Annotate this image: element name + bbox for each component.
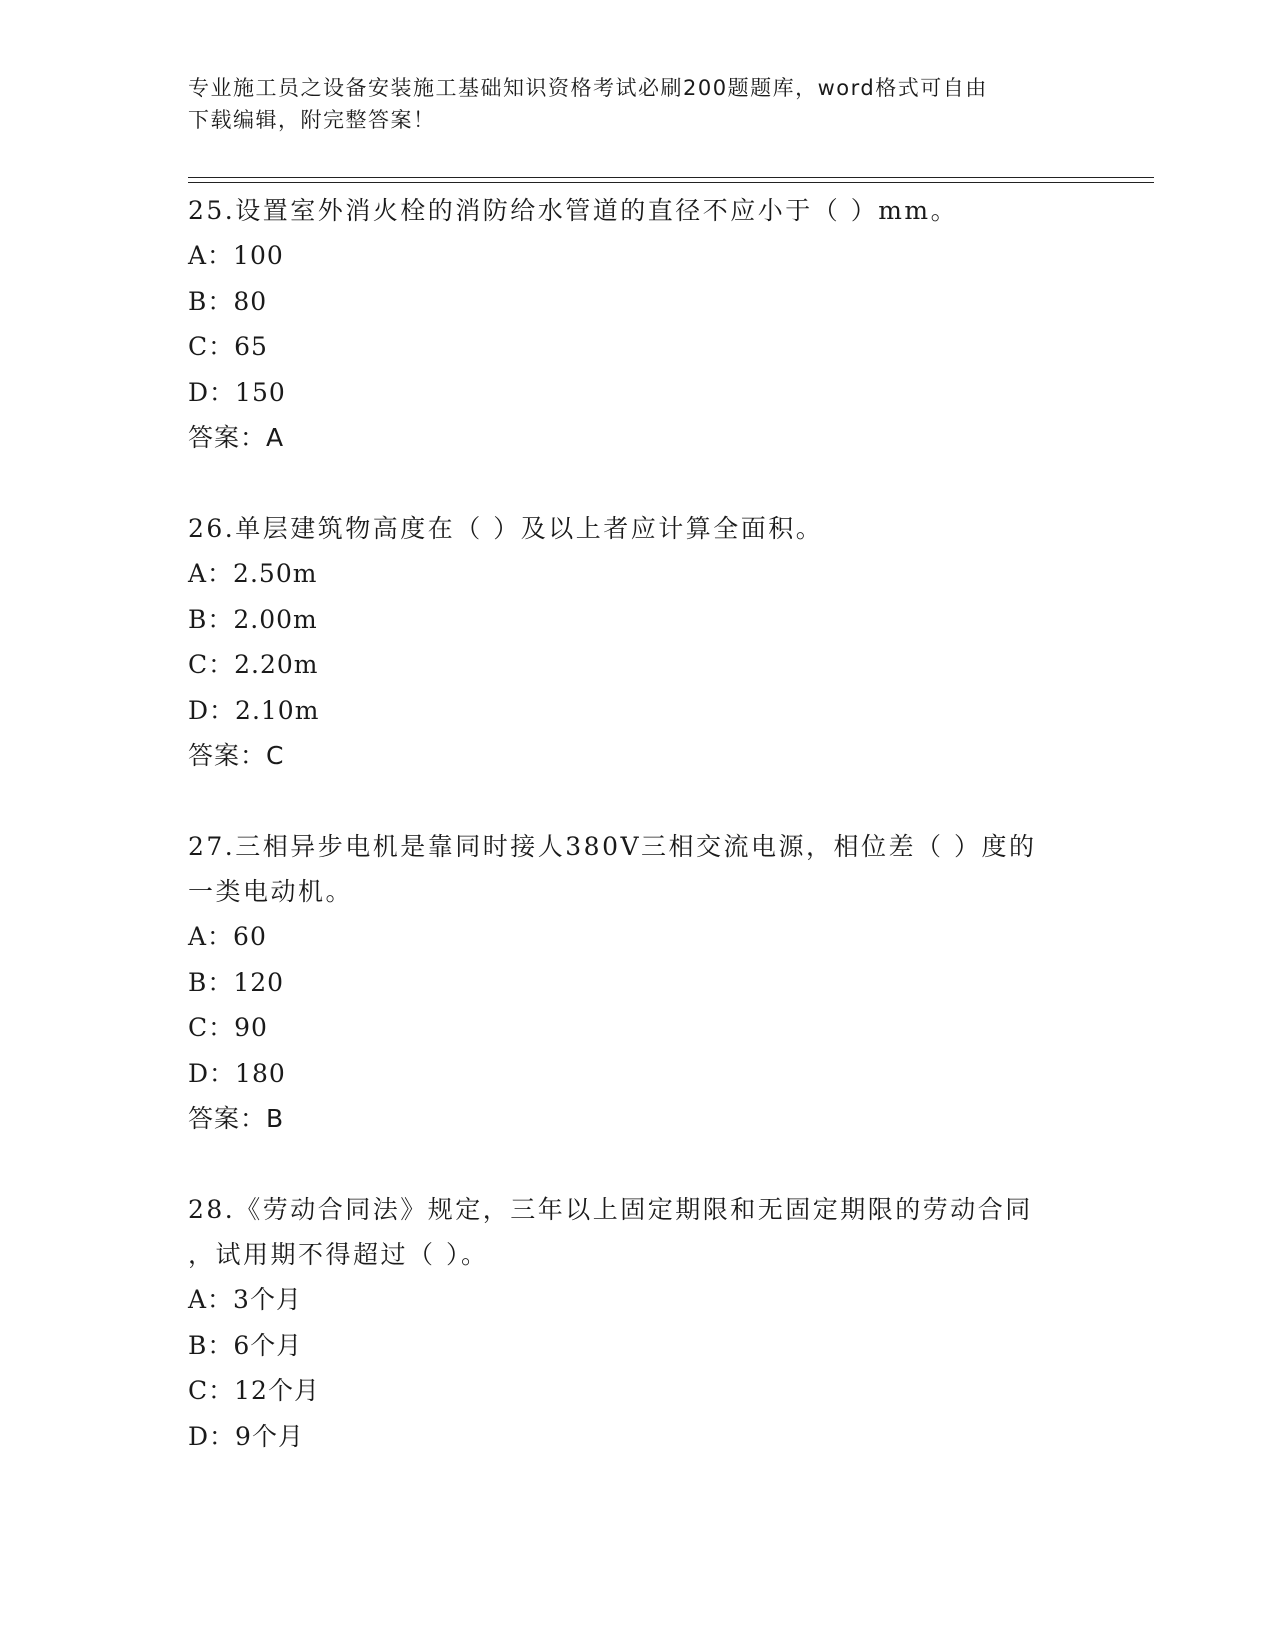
- option-b: B：120: [188, 967, 285, 997]
- option-d: D：2.10m: [188, 695, 320, 725]
- option-c: C：65: [188, 332, 268, 361]
- option-b: B：2.00m: [188, 604, 318, 634]
- option-c: C：90: [188, 1013, 268, 1042]
- intro-line-2: 下载编辑，附完整答案！: [188, 108, 436, 132]
- question-26: [188, 506, 1088, 778]
- header-divider-top: [188, 177, 1154, 178]
- option-c: C：12个月: [188, 1376, 320, 1405]
- question-stem-line-2: 一类电动机。: [188, 877, 354, 906]
- question-stem-line-1: 27.三相异步电机是靠同时接人380V三相交流电源，相位差（ ）度的: [188, 832, 1037, 861]
- header-divider-bottom: [188, 182, 1154, 183]
- answer: 答案：B: [188, 1104, 285, 1133]
- intro-line-1: 专业施工员之设备安装施工基础知识资格考试必刷200题题库，word格式可自由: [188, 76, 988, 100]
- option-b: B：6个月: [188, 1330, 303, 1360]
- question-stem: 26.单层建筑物高度在（ ）及以上者应计算全面积。: [188, 514, 824, 543]
- option-a: A：3个月: [188, 1285, 302, 1314]
- question-stem-line-1: 28.《劳动合同法》规定，三年以上固定期限和无固定期限的劳动合同: [188, 1195, 1033, 1224]
- option-d: D：150: [188, 377, 286, 407]
- option-a: A：2.50m: [188, 559, 318, 588]
- option-a: A：100: [188, 241, 284, 270]
- option-d: D：9个月: [188, 1421, 304, 1451]
- question-28: [188, 1187, 1088, 1459]
- document-intro: [188, 72, 1068, 136]
- option-b: B：80: [188, 286, 268, 316]
- answer: 答案：C: [188, 741, 285, 770]
- question-stem: 25.设置室外消火栓的消防给水管道的直径不应小于（ ）mm。: [188, 196, 959, 225]
- question-25: [188, 188, 1088, 460]
- answer: 答案：A: [188, 423, 285, 452]
- question-27: [188, 824, 1088, 1141]
- option-a: A：60: [188, 922, 267, 951]
- option-d: D：180: [188, 1058, 286, 1088]
- question-stem-line-2: ，试用期不得超过（ ）。: [188, 1240, 489, 1269]
- option-c: C：2.20m: [188, 650, 319, 679]
